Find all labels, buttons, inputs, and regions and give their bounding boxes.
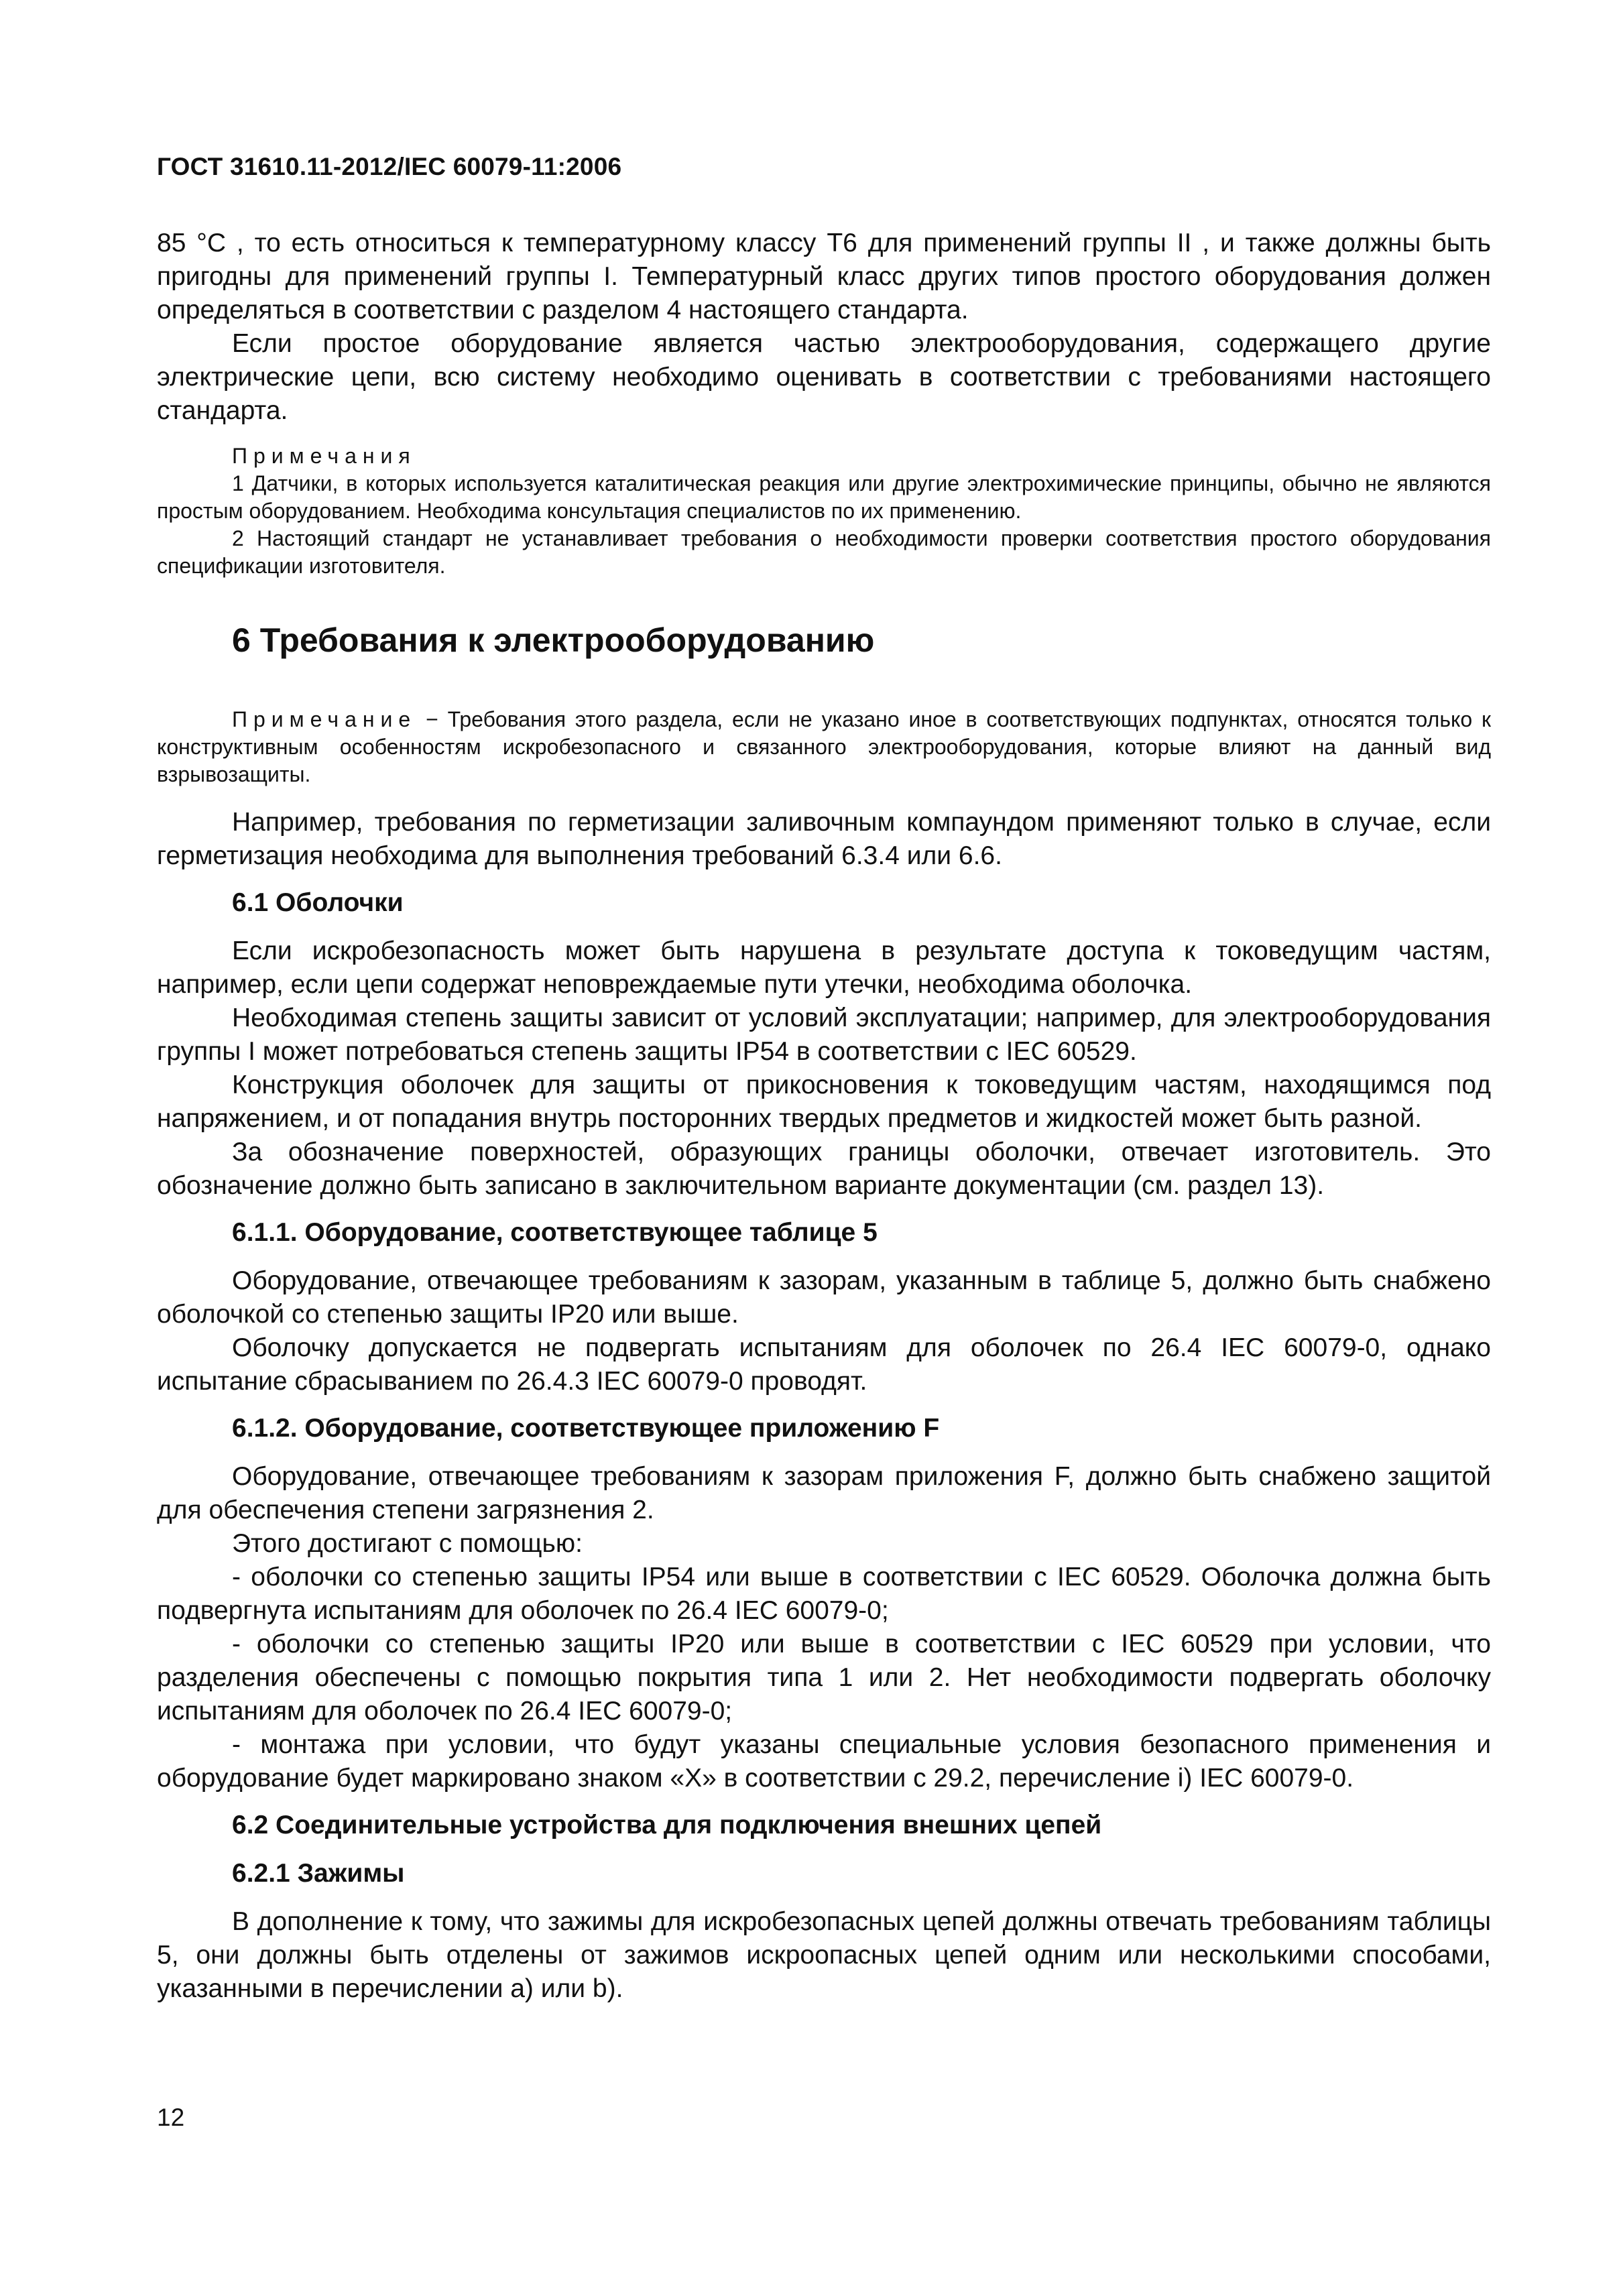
paragraph: Если искробезопасность может быть нарушена в результате доступа к токоведущим частям, например, если цепи содержат неповреждаемые пути утечки, необходима оболочка. [157, 936, 1491, 999]
paragraph: Если простое оборудование является частью электрооборудования, содержащего другие электрические цепи, всю систему необходимо оценивать в соответствии с требованиями настоящего стандарта. [157, 329, 1491, 425]
paragraph: Конструкция оболочек для защиты от прикосновения к токоведущим частям, находящимся под напряжением, и от попадания внутрь посторонних твердых предметов и жидкостей может быть разной. [157, 1071, 1491, 1133]
note-1: 1 Датчики, в которых используется каталитическая реакция или другие электрохимические принципы, обычно не являются простым оборудованием. Необходима консультация специалистов по их применению. [157, 471, 1491, 523]
section-6-title: 6 Требования к электрооборудованию [232, 621, 875, 659]
note-text: − Требования этого раздела, если не указано иное в соответствующих подпунктах, относятся только к конструктивным особенностям искробезопасного и связанного электрооборудования, которые влияют на данный вид взрывозащиты. [157, 707, 1491, 786]
note-label: Примечание [232, 707, 417, 731]
page-number: 12 [157, 2104, 185, 2131]
paragraph: В дополнение к тому, что зажимы для искробезопасных цепей должны отвечать требованиям таблицы 5, они должны быть отделены от зажимов искроопасных цепей одним или несколькими способами, указанными в перечислении a) или b). [157, 1907, 1491, 2003]
document-body [157, 227, 1491, 2006]
paragraph: Оборудование, отвечающее требованиям к зазорам, указанным в таблице 5, должно быть снабжено оболочкой со степенью защиты IP20 или выше. [157, 1266, 1491, 1329]
paragraph: Необходимая степень защиты зависит от условий эксплуатации; например, для электрооборудования группы I может потребоваться степень защиты IP54 в соответствии с IEC 60529. [157, 1004, 1491, 1066]
section-6-1-2-title: 6.1.2. Оборудование, соответствующее приложению F [232, 1414, 940, 1443]
paragraph: Оболочку допускается не подвергать испытаниям для оболочек по 26.4 IEC 60079-0, однако испытание сбрасыванием по 26.4.3 IEC 60079-0 проводят. [157, 1333, 1491, 1396]
paragraph: Этого достигают с помощью: [232, 1529, 583, 1558]
list-item: - оболочки со степенью защиты IP20 или выше в соответствии с IEC 60529 при условии, что разделения обеспечены с помощью покрытия типа 1 или 2. Нет необходимости подвергать оболочку испытаниям для оболочек по 26.4 IEC 60079-0; [157, 1630, 1491, 1726]
section-6-1-title: 6.1 Оболочки [232, 888, 404, 917]
paragraph: Например, требования по герметизации заливочным компаундом применяют только в случае, если герметизация необходима для выполнения требований 6.3.4 или 6.6. [157, 808, 1491, 870]
section-6-2-1-title: 6.2.1 Зажимы [232, 1859, 405, 1888]
notes-title: Примечания [232, 444, 416, 468]
note-2: 2 Настоящий стандарт не устанавливает требования о необходимости проверки соответствия простого оборудования спецификации изготовителя. [157, 526, 1491, 578]
paragraph: За обозначение поверхностей, образующих границы оболочки, отвечает изготовитель. Это обозначение должно быть записано в заключительном варианте документации (см. раздел 13). [157, 1138, 1491, 1200]
list-item: - оболочки со степенью защиты IP54 или выше в соответствии с IEC 60529. Оболочка должна быть подвергнута испытаниям для оболочек по 26.4 IEC 60079-0; [157, 1563, 1491, 1625]
section-6-note [157, 706, 1491, 788]
section-6-1-1-title: 6.1.1. Оборудование, соответствующее таблице 5 [232, 1218, 878, 1247]
standard-designation: ГОСТ 31610.11-2012/IEC 60079-11:2006 [157, 153, 622, 180]
section-6-2-title: 6.2 Соединительные устройства для подключения внешних цепей [232, 1811, 1102, 1839]
paragraph: Оборудование, отвечающее требованиям к зазорам приложения F, должно быть снабжено защитой для обеспечения степени загрязнения 2. [157, 1462, 1491, 1524]
paragraph: 85 °C , то есть относиться к температурному классу T6 для применений группы II , и также должны быть пригодны для применений группы I. Температурный класс других типов простого оборудования должен определяться в соответствии с разделом 4 настоящего стандарта. [157, 229, 1491, 324]
list-item: - монтажа при условии, что будут указаны специальные условия безопасного применения и оборудование будет маркировано знаком «X» в соответствии с 29.2, перечисление i) IEC 60079-0. [157, 1730, 1491, 1793]
